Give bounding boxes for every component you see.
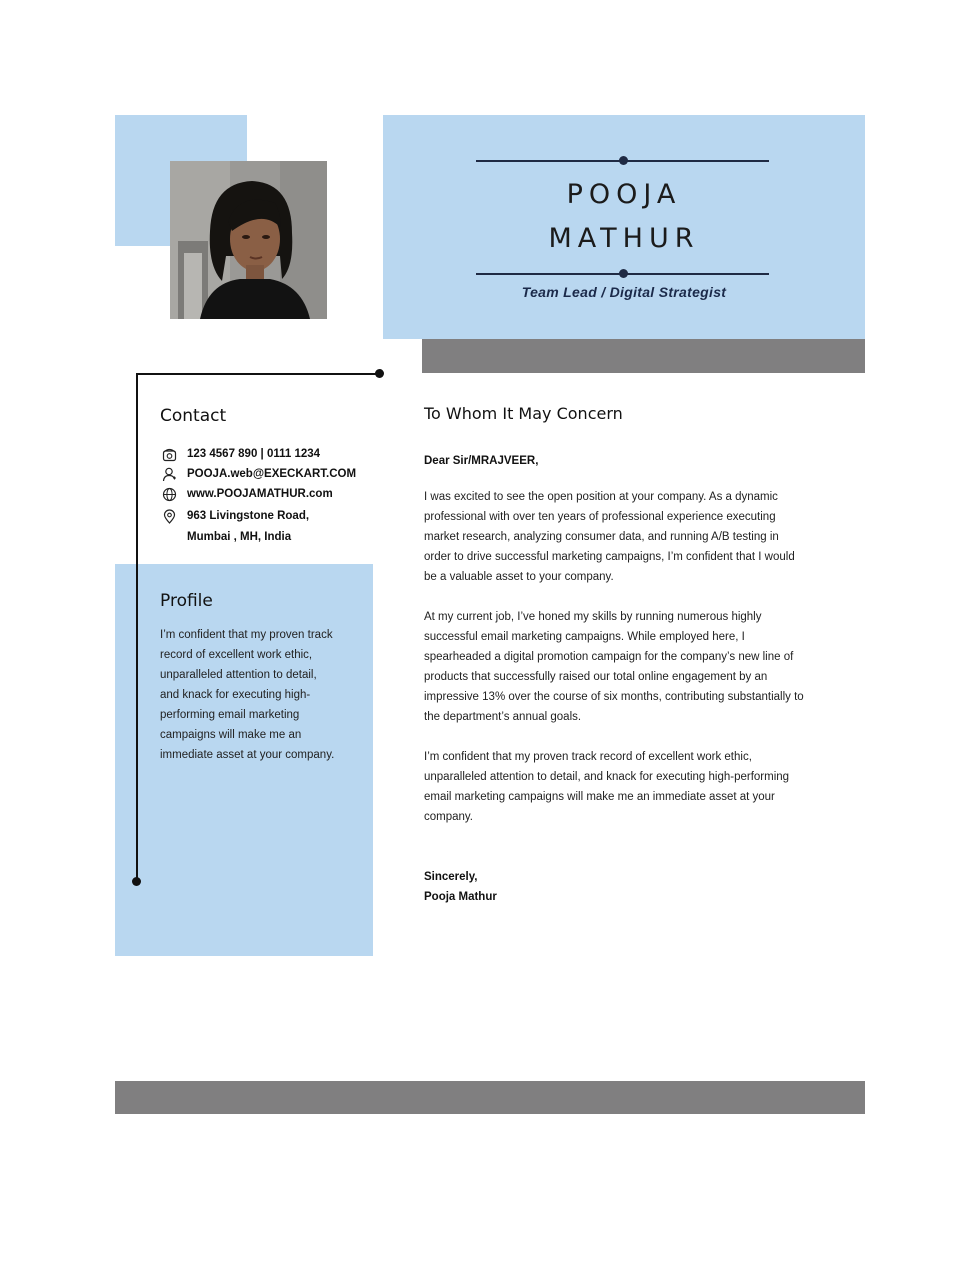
- letter-paragraph: I’m confident that my proven track record of excellent work ethic, unparalleled attention to detail, and knack for executing high-performing email marketing campaigns will make me an immediate asset at your company.: [424, 751, 790, 823]
- phone-icon: [160, 447, 178, 462]
- contact-address: [160, 509, 309, 548]
- letter-closing: [424, 867, 804, 907]
- profile-heading: Profile: [160, 591, 213, 611]
- contact-email: [160, 467, 356, 485]
- website-link[interactable]: www.POOJAMATHUR.com: [187, 488, 333, 500]
- address-line1: 963 Livingstone Road,: [187, 510, 310, 522]
- header-top-dot: [619, 156, 628, 165]
- globe-icon: [160, 487, 178, 502]
- salutation: Dear Sir/MRAJVEER,: [424, 455, 539, 467]
- profile-text: I’m confident that my proven track record of excellent work ethic, unparalleled attention to detail, and knack for executing high-performing email marketing campaigns will make me an immediate asset at your company.: [160, 629, 335, 761]
- letter-paragraph: At my current job, I’ve honed my skills by running numerous highly successful email marketing campaigns. While employed here, I spearheaded a digital promotion campaign for the company’s new line of products that successfully raised our total online engagement by an impressive 13% over the course of six months, contributing substantially to the department’s annual goals.: [424, 611, 804, 723]
- location-pin-icon: [160, 509, 178, 524]
- signature: Pooja Mathur: [424, 891, 497, 903]
- connector-dot-end: [375, 369, 384, 378]
- letter-paragraph: I was excited to see the open position at your company. As a dynamic professional with over ten years of professional experience executing market research, analyzing consumer data, and running A/B testing in order to drive successful marketing campaigns, I’m confident that I would be a valuable asset to your company.: [424, 491, 795, 583]
- connector-horizontal: [136, 373, 380, 375]
- last-name: MATHUR: [548, 223, 700, 254]
- address-line2: Mumbai , MH, India: [187, 531, 292, 543]
- contact-phone: [160, 447, 320, 465]
- portrait-image: [170, 161, 327, 319]
- header-gray-band: [422, 339, 865, 373]
- contact-website: [160, 487, 333, 505]
- email-link[interactable]: POOJA.web@EXECKART.COM: [187, 468, 357, 480]
- connector-vertical: [136, 373, 138, 882]
- user-icon: [160, 467, 178, 482]
- first-name: POOJA: [566, 179, 682, 210]
- footer-gray-band: [115, 1081, 865, 1114]
- header-bottom-dot: [619, 269, 628, 278]
- phone-text: 123 4567 890 | 0111 1234: [187, 448, 321, 460]
- letter-body: [424, 404, 804, 907]
- name-header: [383, 115, 865, 339]
- profile-photo: [170, 161, 327, 319]
- job-title: Team Lead / Digital Strategist: [521, 284, 727, 300]
- address-text: [187, 506, 309, 548]
- closing-text: Sincerely,: [424, 871, 478, 883]
- connector-dot-bottom: [132, 877, 141, 886]
- contact-heading: Contact: [160, 406, 227, 426]
- letter-title: To Whom It May Concern: [424, 404, 623, 423]
